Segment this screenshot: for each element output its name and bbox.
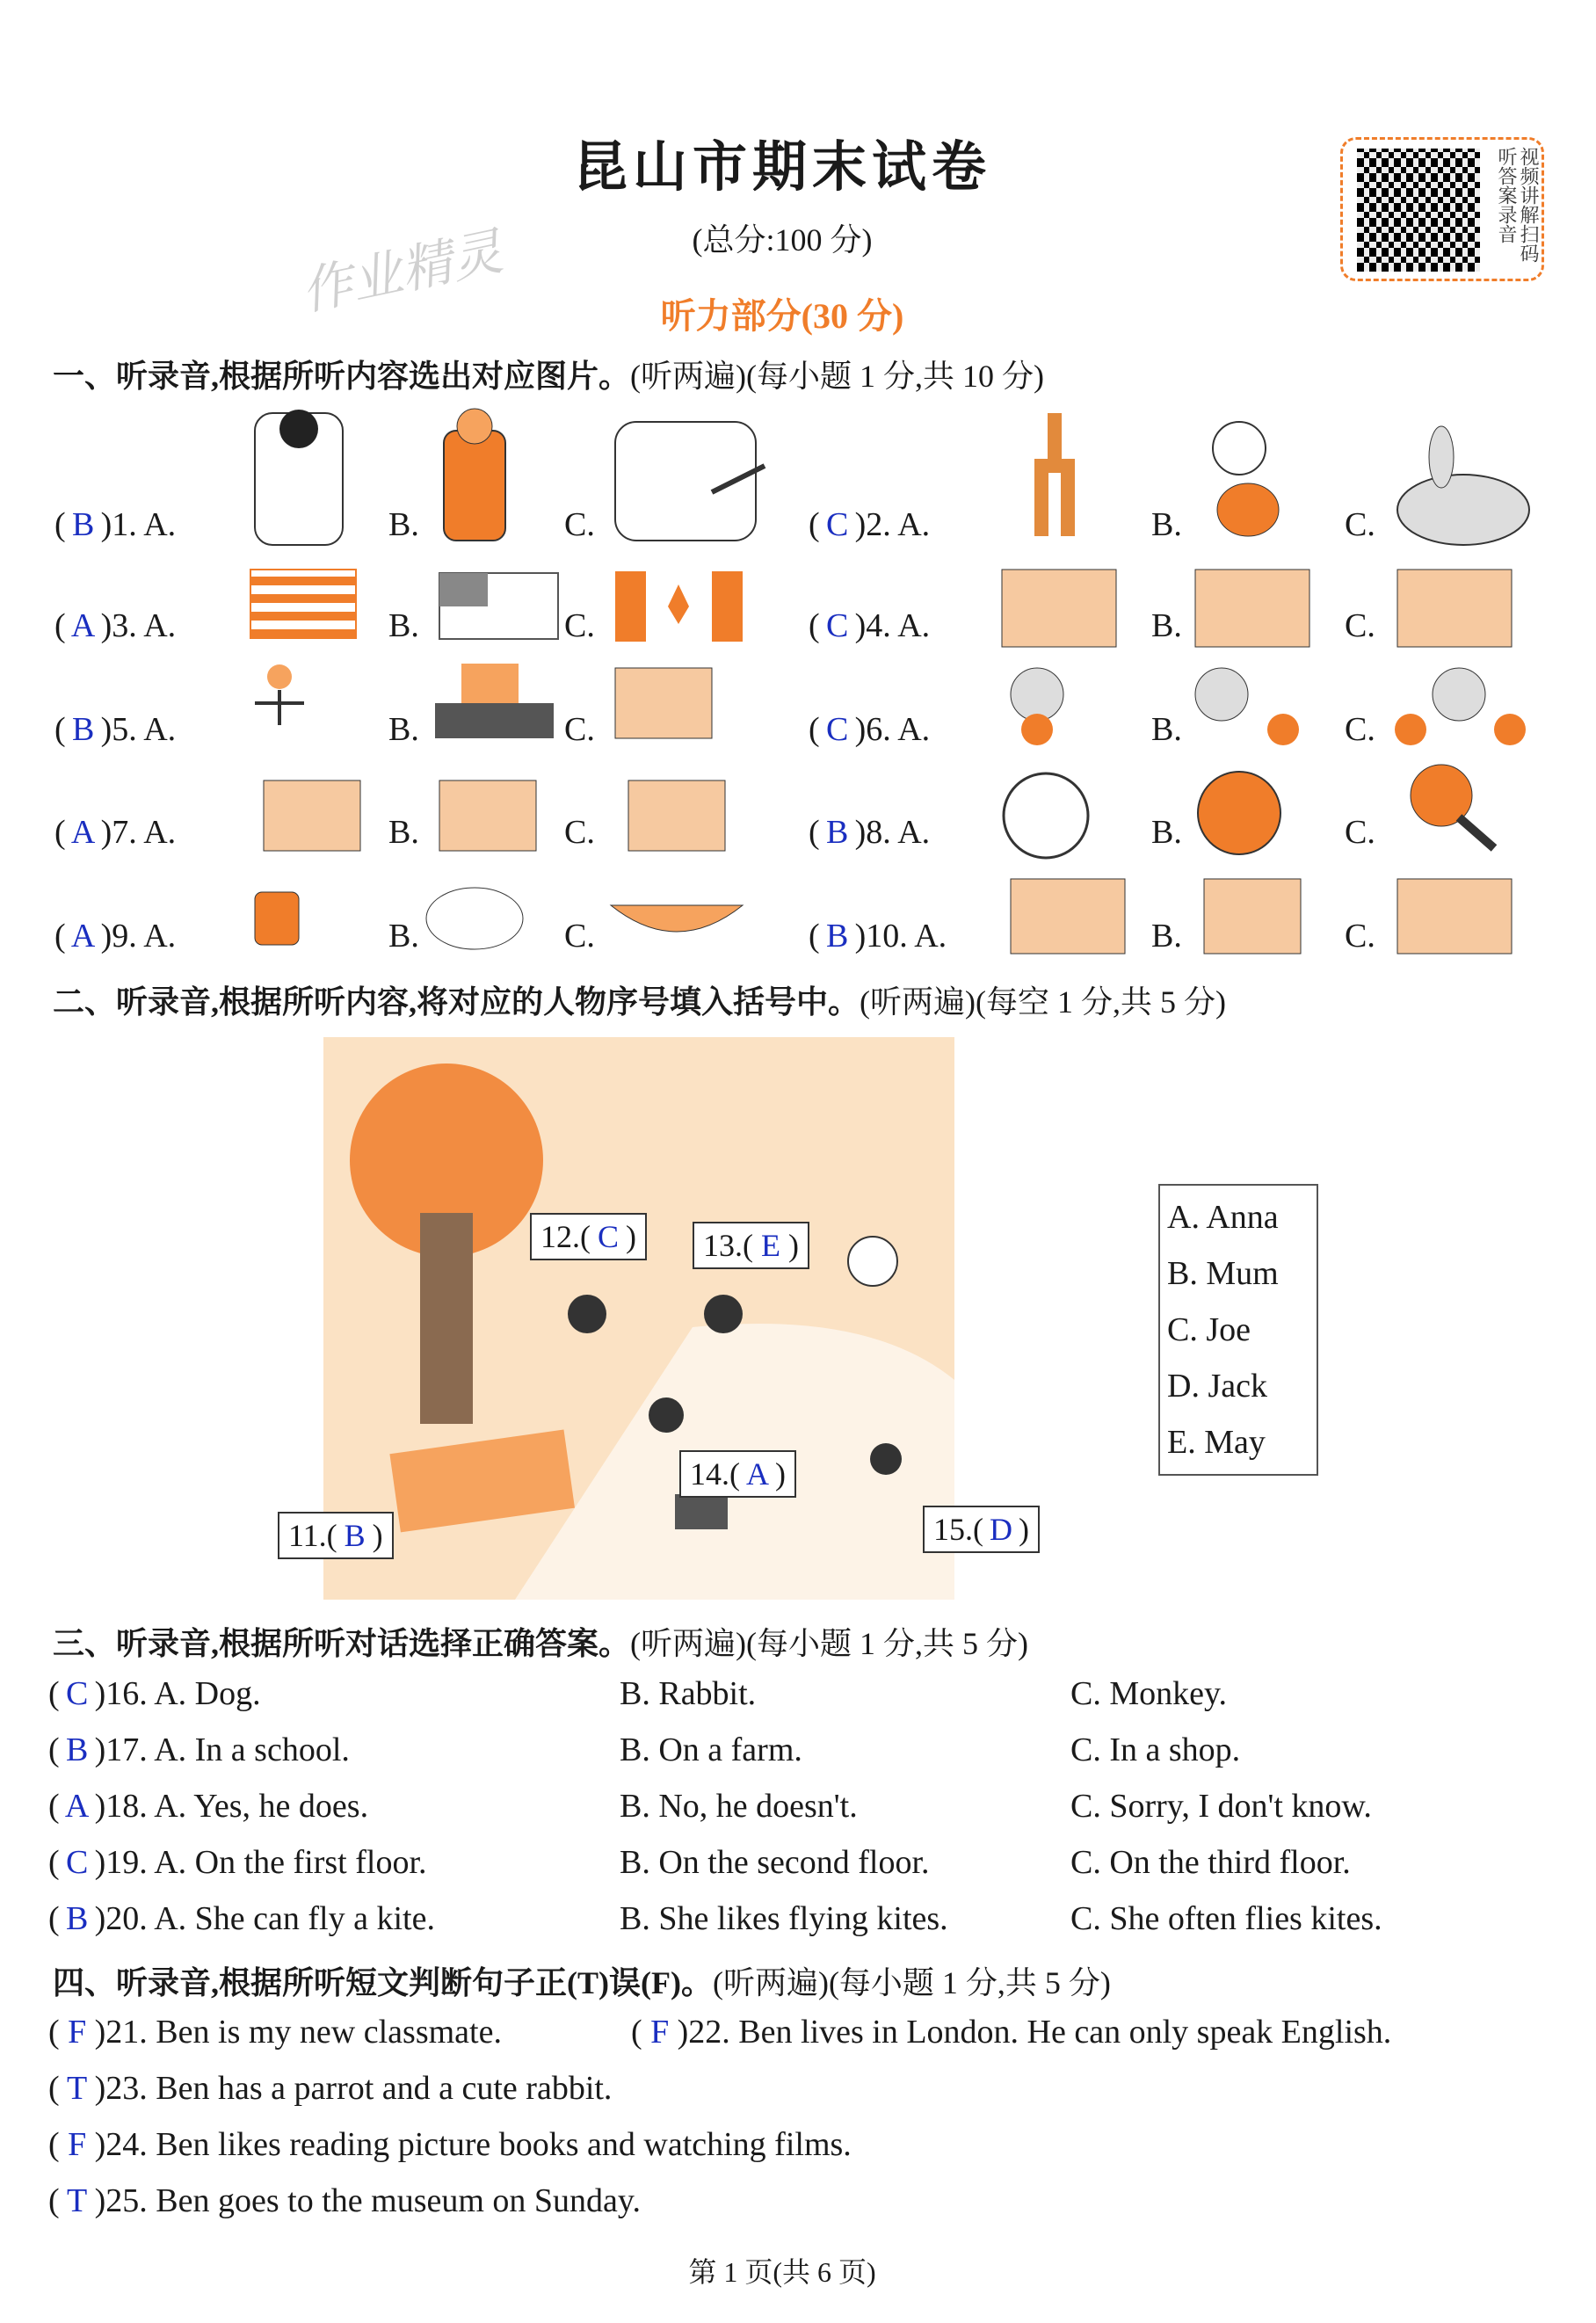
option-b-label: B.	[1151, 607, 1182, 644]
park-illustration	[323, 1037, 954, 1600]
question-17: ( B )17. A. In a school.	[48, 1731, 350, 1768]
q4-pictures	[1002, 570, 1512, 647]
answer-2: C	[825, 506, 849, 543]
answer-8: B	[825, 814, 849, 851]
classroom-icon	[1002, 570, 1116, 647]
question-6: ( C )6. A.	[809, 711, 931, 748]
question-4: ( C )4. A.	[809, 607, 931, 644]
tag-14: 14.( A )	[679, 1450, 796, 1498]
q5-pictures	[255, 664, 712, 738]
q2-pictures	[1041, 413, 1529, 545]
question-5: ( B )5. A.	[54, 711, 177, 748]
answer-6: C	[825, 711, 849, 748]
option-c-label: C.	[564, 506, 595, 543]
answer-4: C	[825, 607, 849, 644]
question-8: ( B )8. A.	[809, 814, 931, 851]
option-c: C. In a shop.	[1070, 1731, 1241, 1768]
total-score: (总分:100 分)	[692, 222, 873, 258]
option-c-label: C.	[1345, 607, 1375, 644]
legend-item: A. Anna	[1167, 1199, 1279, 1236]
option-b-label: B.	[388, 506, 419, 543]
option-c-label: C.	[1345, 711, 1375, 748]
question-10: ( B )10. A.	[809, 918, 947, 955]
basketball-play-icon	[1397, 879, 1512, 954]
option-b: B. Rabbit.	[620, 1675, 757, 1712]
answer-10: B	[825, 918, 849, 955]
family-icon	[1397, 570, 1512, 647]
page-number: 第 1 页(共 6 页)	[688, 2256, 876, 2288]
option-c-label: C.	[1345, 814, 1375, 851]
section4-heading: 四、听录音,根据所听短文判断句子正(T)误(F)。(听两遍)(每小题 1 分,共 5 分)	[53, 1965, 1111, 2000]
option-b: B. She likes flying kites.	[620, 1900, 948, 1937]
page-title: 昆山市期末试卷	[572, 138, 991, 198]
painting-icon	[615, 668, 712, 738]
option-b: B. On the second floor.	[620, 1844, 930, 1881]
giraffe-icon	[1041, 413, 1068, 536]
ballet-icon	[267, 664, 292, 689]
option-b-label: B.	[1151, 918, 1182, 955]
radio-icon	[675, 1494, 728, 1529]
question-1: ( B )1. A.	[54, 506, 177, 543]
legend-item: C. Joe	[1167, 1311, 1251, 1348]
people-icon	[264, 780, 360, 851]
question-20: ( B )20. A. She can fly a kite.	[48, 1900, 435, 1937]
boy-icon	[568, 1295, 606, 1333]
tag-13: 13.( E )	[693, 1222, 809, 1269]
soup-icon	[611, 905, 743, 932]
q8-pictures	[1004, 765, 1494, 858]
option-b-label: B.	[388, 607, 419, 644]
answer-9: A	[70, 918, 96, 955]
watermark-text: 作业精灵	[295, 221, 508, 323]
q9-pictures	[255, 888, 743, 949]
option-c-label: C.	[1345, 506, 1375, 543]
worker-icon	[444, 431, 505, 541]
q10-pictures	[1011, 879, 1512, 954]
option-b-label: B.	[388, 814, 419, 851]
question-7: ( A )7. A.	[54, 814, 177, 851]
tag-15: 15.( D )	[923, 1506, 1040, 1553]
option-b-label: B.	[388, 711, 419, 748]
girls-icon	[649, 1397, 684, 1433]
question-23: ( T )23. Ben has a parrot and a cute rabbit.	[48, 2070, 613, 2107]
answer-5: B	[71, 711, 95, 748]
tag-11: 11.( B )	[278, 1512, 394, 1559]
legend-item: E. May	[1167, 1424, 1266, 1461]
cup-icon	[426, 888, 523, 949]
option-c: C. She often flies kites.	[1070, 1900, 1382, 1937]
basketball-icon	[1198, 772, 1280, 854]
section1-heading: 一、听录音,根据所听内容选出对应图片。(听两遍)(每小题 1 分,共 10 分)	[53, 359, 1044, 394]
monkey-icon	[1213, 422, 1266, 475]
table-tennis-play-icon	[1204, 879, 1301, 954]
tea-icon	[255, 892, 299, 945]
section1-pictures	[0, 0, 1596, 984]
section3-heading: 三、听录音,根据所听对话选择正确答案。(听两遍)(每小题 1 分,共 5 分)	[53, 1626, 1028, 1661]
q1-pictures	[255, 409, 765, 545]
question-3: ( A )3. A.	[54, 607, 177, 644]
option-b-label: B.	[1151, 711, 1182, 748]
option-c-label: C.	[564, 711, 595, 748]
legend-item: D. Jack	[1167, 1368, 1267, 1405]
option-c: C. Sorry, I don't know.	[1070, 1788, 1372, 1825]
question-25: ( T )25. Ben goes to the museum on Sunday.	[48, 2182, 641, 2219]
football-play-icon	[1011, 879, 1125, 954]
option-b-label: B.	[388, 918, 419, 955]
q7-pictures	[264, 780, 725, 851]
legend-item: B. Mum	[1167, 1255, 1279, 1292]
answer-3: A	[70, 607, 96, 644]
part-heading: 听力部分(30 分)	[660, 296, 904, 336]
rabbit-icon	[1397, 475, 1529, 545]
park-scene	[288, 1037, 1029, 1600]
question-18: ( A )18. A. Yes, he does.	[48, 1788, 369, 1825]
blanket-icon	[389, 1429, 575, 1532]
question-24: ( F )24. Ben likes reading picture books and watching films.	[48, 2126, 852, 2163]
street-icon	[1195, 570, 1309, 647]
sun-icon	[848, 1237, 897, 1286]
qr-caption: 视频讲解扫码听答案录音	[1496, 147, 1540, 263]
question-16: ( C )16. A. Dog.	[48, 1675, 261, 1712]
option-b-label: B.	[1151, 814, 1182, 851]
option-b: B. No, he doesn't.	[620, 1788, 858, 1825]
question-19: ( C )19. A. On the first floor.	[48, 1844, 427, 1881]
question-2: ( C )2. A.	[809, 506, 931, 543]
name-legend	[1158, 1184, 1318, 1476]
section2-heading: 二、听录音,根据所听内容,将对应的人物序号填入括号中。(听两遍)(每空 1 分,共 5 分)	[53, 984, 1226, 1020]
answer-1: B	[71, 506, 95, 543]
option-c-label: C.	[564, 814, 595, 851]
question-22: ( F )22. Ben lives in London. He can only speak English.	[631, 2014, 1392, 2051]
option-c-label: C.	[564, 918, 595, 955]
option-c: C. On the third floor.	[1070, 1844, 1351, 1881]
question-9: ( A )9. A.	[54, 918, 177, 955]
q3-pictures	[250, 570, 743, 642]
q6-pictures	[1011, 668, 1526, 745]
option-b-label: B.	[1151, 506, 1182, 543]
dog-ball-icon	[1011, 668, 1063, 721]
option-c: C. Monkey.	[1070, 1675, 1228, 1712]
tag-12: 12.( C )	[530, 1213, 647, 1260]
option-c-label: C.	[1345, 918, 1375, 955]
theatre-icon	[435, 703, 554, 738]
option-b: B. On a farm.	[620, 1731, 802, 1768]
swimmer-icon	[870, 1443, 902, 1475]
girl-fishing-icon	[704, 1295, 743, 1333]
question-21: ( F )21. Ben is my new classmate.	[48, 2014, 502, 2051]
option-c-label: C.	[564, 607, 595, 644]
answer-7: A	[70, 814, 96, 851]
football-icon	[1004, 773, 1088, 858]
